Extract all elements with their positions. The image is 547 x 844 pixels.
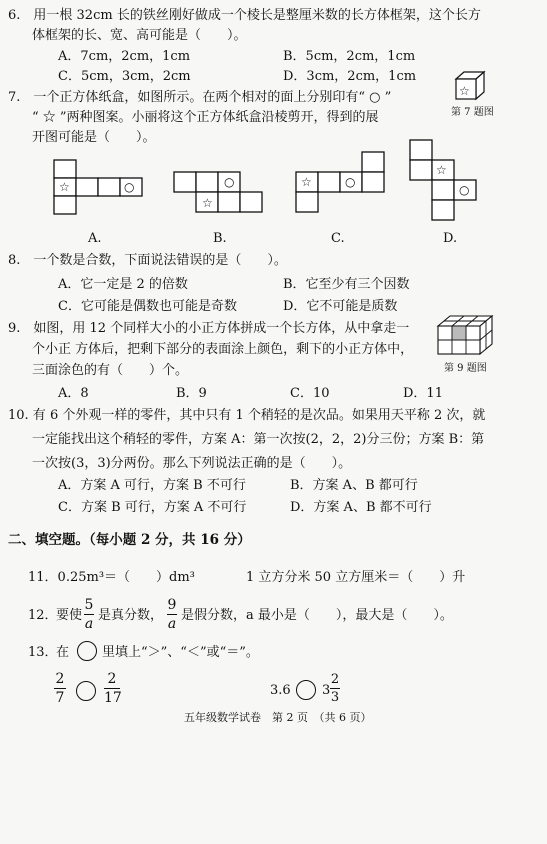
q13-pair2-left-value: 3.6 xyxy=(270,683,291,698)
q7-net-c-star: ☆ xyxy=(301,175,312,189)
q13-suffix: 里填上“＞”、“＜”或“＝”。 xyxy=(102,645,259,660)
q8-option-b: B．它至少有三个因数 xyxy=(283,277,410,292)
q10-stem-line2: 一定能找出这个稍轻的零件，方案 A：第一次按(2，2，2)分三份；方案 B：第 xyxy=(32,432,485,447)
q7-net-d-circle: ○ xyxy=(459,183,470,197)
q7-option-c-label: C. xyxy=(331,231,345,246)
q13-pair2-right-denominator: 3 xyxy=(330,690,340,705)
q10-stem-line3: 一次按(3，3)分两份。那么下列说法正确的是（ ）。 xyxy=(32,456,352,471)
q8-option-a: A．它一定是 2 的倍数 xyxy=(58,277,188,292)
q8-option-c: C．它可能是偶数也可能是奇数 xyxy=(58,299,237,314)
q7-cube-star: ☆ xyxy=(459,84,470,98)
q7-option-a-label: A. xyxy=(88,231,102,246)
q6-option-b: B．5cm，2cm，1cm xyxy=(283,49,416,64)
q13-pair1-left-fraction xyxy=(54,672,66,705)
q6-option-d: D．3cm，2cm，1cm xyxy=(283,69,417,84)
q7-option-d-label: D. xyxy=(443,231,458,246)
q11-part1: 11．0.25m³＝（ ）dm³ xyxy=(28,570,195,585)
q12-prefix: 要使 xyxy=(56,608,83,623)
q9-block-figure xyxy=(436,314,496,360)
q12-suffix: 是假分数，a 最小是（ ），最大是（ ）。 xyxy=(181,608,453,623)
q10-stem-line1: 10. 有 6 个外观一样的零件，其中只有 1 个稍轻的是次品。如果用天平称 2 次，就 xyxy=(8,408,486,423)
q13-number: 13． xyxy=(28,645,58,660)
q9-option-b: B．9 xyxy=(176,386,207,401)
q7-net-d-star: ☆ xyxy=(436,163,447,177)
q12-fraction-2 xyxy=(167,598,177,631)
q7-net-a-star: ☆ xyxy=(59,180,70,194)
q13-pair1-left-numerator: 2 xyxy=(55,671,65,687)
q12-fraction-1-denominator: a xyxy=(84,616,94,632)
q7-net-b xyxy=(174,172,264,216)
q7-net-a-circle: ○ xyxy=(124,180,135,194)
q9-option-c: C．10 xyxy=(290,386,330,401)
q9-stem-line3: 三面涂色的有（ ）个。 xyxy=(32,363,189,378)
q7-net-d xyxy=(410,140,480,224)
q8-option-d: D．它不可能是质数 xyxy=(283,299,398,314)
q7-figure-caption: 第 7 题图 xyxy=(451,107,494,118)
q7-net-c-circle: ○ xyxy=(345,175,356,189)
q12-middle-text: 是真分数， xyxy=(98,608,164,623)
q13-pair1-answer-circle[interactable] xyxy=(76,681,96,701)
q7-stem-line1: 7. 一个正方体纸盒，如图所示。在两个相对的面上分别印有“ ○ ” xyxy=(8,90,392,105)
q10-option-c: C．方案 B 可行，方案 A 不可行 xyxy=(58,500,247,515)
q10-option-a: A．方案 A 可行，方案 B 不可行 xyxy=(58,478,246,493)
q12-fraction-2-numerator: 9 xyxy=(167,597,177,613)
q9-figure-caption: 第 9 题图 xyxy=(444,363,487,374)
q13-pair1-right-numerator: 2 xyxy=(107,671,117,687)
q12-fraction-2-denominator: a xyxy=(167,616,177,632)
q12-fraction-1 xyxy=(84,598,94,631)
q10-option-d: D．方案 A、B 都不可行 xyxy=(290,500,432,515)
q9-option-a: A．8 xyxy=(58,386,89,401)
q10-option-b: B．方案 A、B 都可行 xyxy=(290,478,418,493)
q6-option-a: A．7cm，2cm，1cm xyxy=(58,49,191,64)
q9-option-d: D．11 xyxy=(403,386,443,401)
q13-pair1-right-denominator: 17 xyxy=(104,690,122,706)
q8-stem: 8. 一个数是合数，下面说法错误的是（ ）。 xyxy=(8,253,287,268)
q13-pair1-left-denominator: 7 xyxy=(55,690,65,706)
q9-stem-line2: 个小正 方体后，把剩下部分的表面涂上颜色，剩下的小正方体中， xyxy=(32,342,414,357)
q13-pair2-right-numerator: 2 xyxy=(330,672,340,687)
q13-pair2-right-fraction xyxy=(330,673,340,704)
q13-blank-circle-icon xyxy=(77,641,97,661)
q7-net-b-circle: ○ xyxy=(224,175,235,189)
q7-stem-line2: “ ☆ ”两种图案。小丽将这个正方体纸盒沿棱剪开，得到的展 xyxy=(32,110,379,125)
q12-number: 12． xyxy=(28,608,58,623)
q13-pair2-right-whole: 3 xyxy=(322,683,331,698)
q6-option-c: C．5cm，3cm，2cm xyxy=(58,69,191,84)
q9-stem-line1: 9. 如图，用 12 个同样大小的小正方体拼成一个长方体，从中拿走一 xyxy=(8,321,410,336)
q7-option-b-label: B. xyxy=(213,231,227,246)
q11-part2: 1 立方分米 50 立方厘米＝（ ）升 xyxy=(246,570,466,585)
section-fill-in-title: 二、填空题。（每小题 2 分，共 16 分） xyxy=(8,532,251,548)
q13-pair2-answer-circle[interactable] xyxy=(296,680,316,700)
q12-fraction-1-numerator: 5 xyxy=(84,597,94,613)
q6-stem-line1: 6. 用一根 32cm 长的铁丝刚好做成一个棱长是整厘米数的长方体框架，这个长方 xyxy=(8,8,481,23)
q13-pair1-right-fraction xyxy=(104,672,120,705)
page-footer: 五年级数学试卷 第 2 页 （共 6 页） xyxy=(184,711,372,724)
q7-net-b-star: ☆ xyxy=(202,196,213,210)
q13-prefix: 在 xyxy=(56,645,70,660)
q6-stem-line2: 体框架的长、宽、高可能是（ ）。 xyxy=(32,28,247,43)
q7-stem-line3: 开图可能是（ ）。 xyxy=(32,130,156,145)
